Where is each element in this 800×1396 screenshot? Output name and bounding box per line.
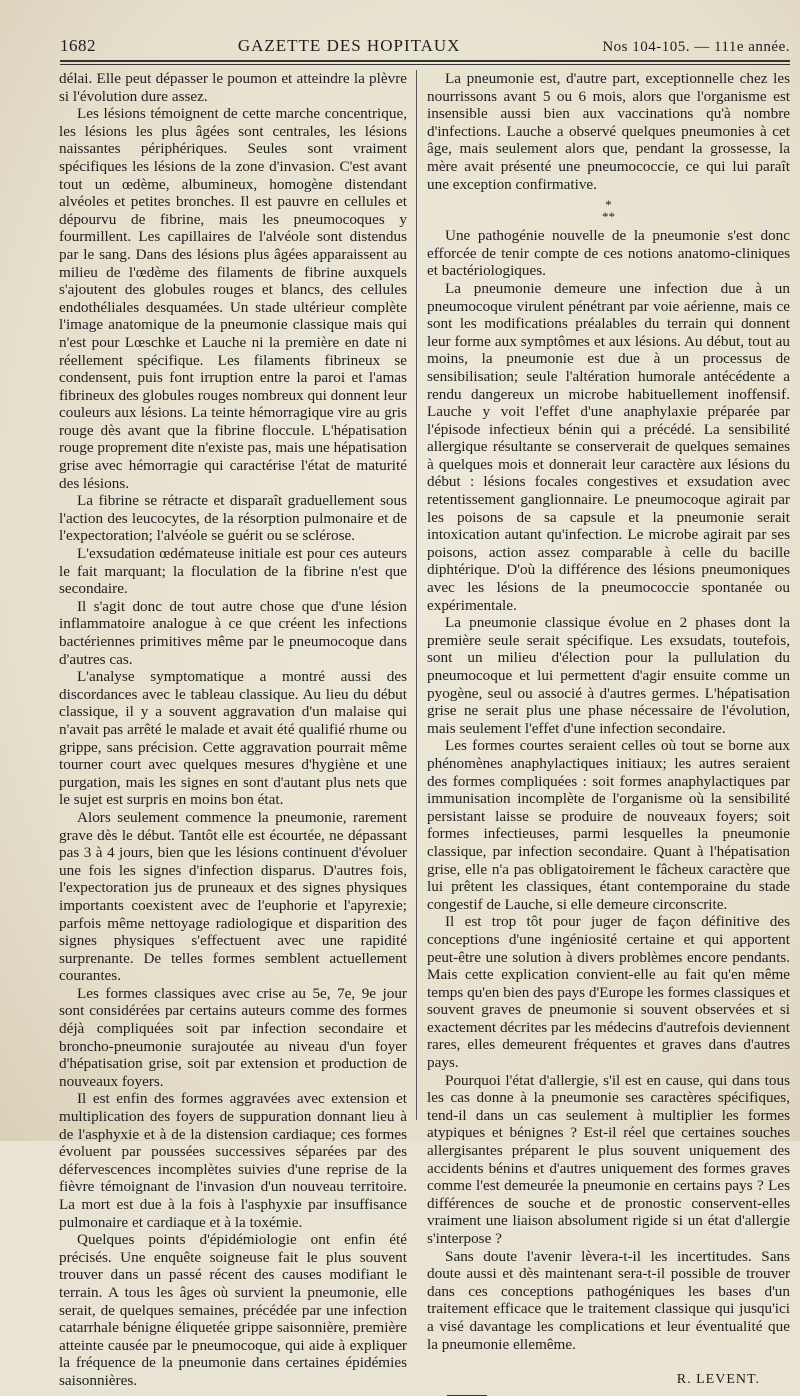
paragraph: Les formes classiques avec crise au 5e, 7e, 9e jour sont considérées par certains auteurs comme des formes déjà compliquées soit par infection secondaire et broncho-pneumonie surajoutée au niveau d'un foyer d'hépatisation grise, soit par extension et production de nouveaux foyers. bbox=[59, 984, 407, 1090]
paragraph: La pneumonie classique évolue en 2 phases dont la première seule serait spécifique. Les exsudats, toutefois, sont un milieu d'élection pour la pullulation du pneumocoque et lui permettent d'agir ensuite comme un pyogène, seul ou associé à d'autres germes. L'hépatisation grise ne serait plus une phase nécessaire de l'évolution, mais seulement l'effet d'une infection secondaire. bbox=[427, 614, 790, 737]
paragraph: La pneumonie demeure une infection due à un pneumocoque virulent pénétrant par voie aérienne, mais ce sont les modifications préalables du terrain qui donnent leur forme aux symptômes et aux lésions. Au début, tout au moins, la pneumonie est due à un processus de sensibilisation; seule l'altération humorale antécédente a rendu dangereux un microbe habituellement inoffensif. Lauche y voit l'effet d'une anaphylaxie préparée par l'épisode infectieux bénin qui a précédé. La sensibilité allergique résultante se conserverait de quelques semaines à quelques mois et donnerait leur caractère aux lésions du début : lésions focales congestives et exsudation avec retentissement ganglionnaire. Le pneumocoque agirait par les poisons de sa capsule et la pneumonie serait intoxication autant qu'infection. Le microbe agirait par ses poisons, action assez comparable à celle du bacille diphtérique. D'où la différence des lésions pneumoniques avec les lésions de la pneumococcie spontanée ou expérimentale. bbox=[427, 279, 790, 614]
page-header bbox=[60, 36, 790, 58]
page-number: 1682 bbox=[60, 36, 96, 55]
column-divider bbox=[416, 70, 417, 1120]
paragraph: Quelques points d'épidémiologie ont enfin été précisés. Une enquête soigneuse fait le plus souvent trouver dans un passé récent des causes modifiant le terrain. A tous les âges où survient la pneumonie, elle serait, de quelques semaines, précédée par une infection catarrhale bénigne éliquetée grippe saisonnière, première atteinte causée par le pneumocoque, qui aide à expliquer la fréquence de la pneumonie dans certaines épidémies saisonnières. bbox=[59, 1231, 407, 1389]
paragraph: L'exsudation œdémateuse initiale est pour ces auteurs le fait marquant; la floculation de la fibrine n'est que secondaire. bbox=[59, 545, 407, 598]
paragraph: Les lésions témoignent de cette marche concentrique, les lésions les plus âgées sont centrales, les lésions naissantes périphériques. Seules sont vraiment spécifiques les lésions de la zone d'invasion. C'est avant tout un œdème, albumineux, homogène distendant alvéoles et petites bronches. Il est pauvre en cellules et dépourvu de fibrine, mais les pneumocoques y fourmillent. Les capillaires de l'alvéole sont distendus par le sang. Dans des lésions plus âgées apparaissent au milieu de l'œdème des filaments de fibrine auxquels s'ajoutent des globules rouges et blancs, des cellules endothéliales desquamées. Un stade ultérieur complète l'image anatomique de la pneumonie classique mais qui n'est pour Lœschke et Lauche ni la première en date ni réellement spécifique. Les filaments fibrineux se condensent, puis font irruption entre la paroi et l'amas fibrineux des globules rouges nombreux qui donnent leur couleurs aux lésions. La teinte hémorragique vire au gris rouge dès avant que la fibrine floccule. L'hépatisation rouge proprement dite n'existe pas, mais une hépatisation grise avec hémorragie qui caractérise l'état de maturité des lésions. bbox=[59, 105, 407, 492]
asterism-top: * bbox=[605, 197, 612, 213]
journal-title: GAZETTE DES HOPITAUX bbox=[237, 36, 461, 55]
asterism-bottom: ** bbox=[602, 209, 615, 225]
paragraph: Il est enfin des formes aggravées avec extension et multiplication des foyers de suppuration donnant lieu à de l'asphyxie et à de la distension cardiaque; ces formes évoluent par poussées successives séparées par des défervescences incomplètes suivies d'une reprise de la fièvre témoignant de l'invasion d'un nouveau territoire. La mort est due à la fois à l'asphyxie par insuffisance pulmonaire et cardiaque et à la toxémie. bbox=[59, 1090, 407, 1231]
right-column bbox=[427, 70, 790, 1396]
author-signature: R. LEVENT. bbox=[676, 1372, 760, 1388]
paragraph: délai. Elle peut dépasser le poumon et atteindre la plèvre si l'évolution dure assez. bbox=[59, 70, 407, 105]
section-asterism bbox=[427, 199, 790, 223]
paragraph: Les formes courtes seraient celles où tout se borne aux phénomènes anaphylactiques initiaux; les autres seraient des formes compliquées : soit formes anaphylactiques par immunisation incomplète de l'organisme où la sensibilité persistant laisse se produire de nouveaux foyers; soit formes infectieuses, parmi lesquelles la pneumonie classique, par infection secondaire. Quant à l'hépatisation grise, elle n'a pas obligatoirement le fâcheux caractère que lui prêtent les classiques, étant contemporaine du stade congestif de Lauche, si elle demeure circonscrite. bbox=[427, 737, 790, 913]
paragraph: La fibrine se rétracte et disparaît graduellement sous l'action des leucocytes, de la résorption pulmonaire et de l'expectoration; l'alvéole se guérit ou se sclérose. bbox=[59, 492, 407, 545]
paragraph: Alors seulement commence la pneumonie, rarement grave dès le début. Tantôt elle est écourtée, ne dépassant pas 3 à 4 jours, bien que les lésions continuent d'évoluer une fois les signes d'infection disparus. D'autres fois, l'expectoration jus de pruneaux et des signes physiques importants coexistent avec de l'euphorie et l'apyrexie; parfois même nettoyage radiologique et disparition des signes physiques s'effectuent avec une rapidité surprenante. De telles formes semblent actuellement courantes. bbox=[59, 808, 407, 985]
issue-number: Nos 104-105. — 111e année. bbox=[602, 39, 790, 55]
left-column bbox=[59, 70, 407, 1390]
paragraph: Il est trop tôt pour juger de façon définitive des conceptions d'une ingéniosité certaine et qui apportent peut-être une solution à divers problèmes encore pendants. Mais cette explication convient-elle au fait qu'en même temps qu'en bien des pays d'Europe les formes classiques et souvent graves de pneumonie si souvent observées et si exactement décrites par les médecins d'autrefois deviennent rares, elles demeurent fréquentes et graves dans d'autres pays. bbox=[427, 913, 790, 1072]
paragraph: Sans doute l'avenir lèvera-t-il les incertitudes. Sans doute aussi et dès maintenant sera-t-il possible de trouver dans ces conceptions pathogéniques les bases d'un traitement efficace que le traitement classique qui jusqu'ici a visé davantage les complications et leur éventualité que la pneumonie ellemême. bbox=[427, 1247, 790, 1353]
paragraph: Il s'agit donc de tout autre chose que d'une lésion inflammatoire analogue à ce que créent les infections bactériennes primitives même par le pneumocoque dans d'autres cas. bbox=[59, 597, 407, 668]
paragraph: Pourquoi l'état d'allergie, s'il est en cause, qui dans tous les cas donne à la pneumonie ses caractères spécifiques, tend-il dans un cas seulement à multiplier les formes atypiques et bénignes ? Est-il réel que certaines souches allergisantes préparent le plus souvent uniquement des accidents bénins et d'autres uniquement des formes graves comme l'est demeurée la pneumonie en certains pays ? Les différences de souche et de pronostic conservent-elles vraiment une liaison absolument rigide si un état d'allergie s'interpose ? bbox=[427, 1071, 790, 1247]
header-rule bbox=[60, 60, 790, 65]
paragraph: L'analyse symptomatique a montré aussi des discordances avec le tableau classique. Au lieu du début classique, il y a souvent aggravation d'un malaise qui n'avait pas arrêté le malade et avait été qualifié rhume ou grippe, sans précision. Cette aggravation pourrait même tourner court avec quelques mesures d'hygiène et une purgation, mais les signes en sont d'autant plus nets que le sujet est surpris en moins bon état. bbox=[59, 668, 407, 809]
paragraph: La pneumonie est, d'autre part, exceptionnelle chez les nourrissons avant 5 ou 6 mois, alors que l'organisme est insensible aussi bien aux vaccinations qu'à nombre d'infections. Lauche a observé quelques pneumonies à cet âge, mais seulement alors que, pendant la grossesse, la mère avait présenté une pneumococcie, ce qui lui paraît une exception confirmative. bbox=[427, 70, 790, 193]
paragraph: Une pathogénie nouvelle de la pneumonie s'est donc efforcée de tenir compte de ces notions anatomo-cliniques et bactériologiques. bbox=[427, 227, 790, 280]
